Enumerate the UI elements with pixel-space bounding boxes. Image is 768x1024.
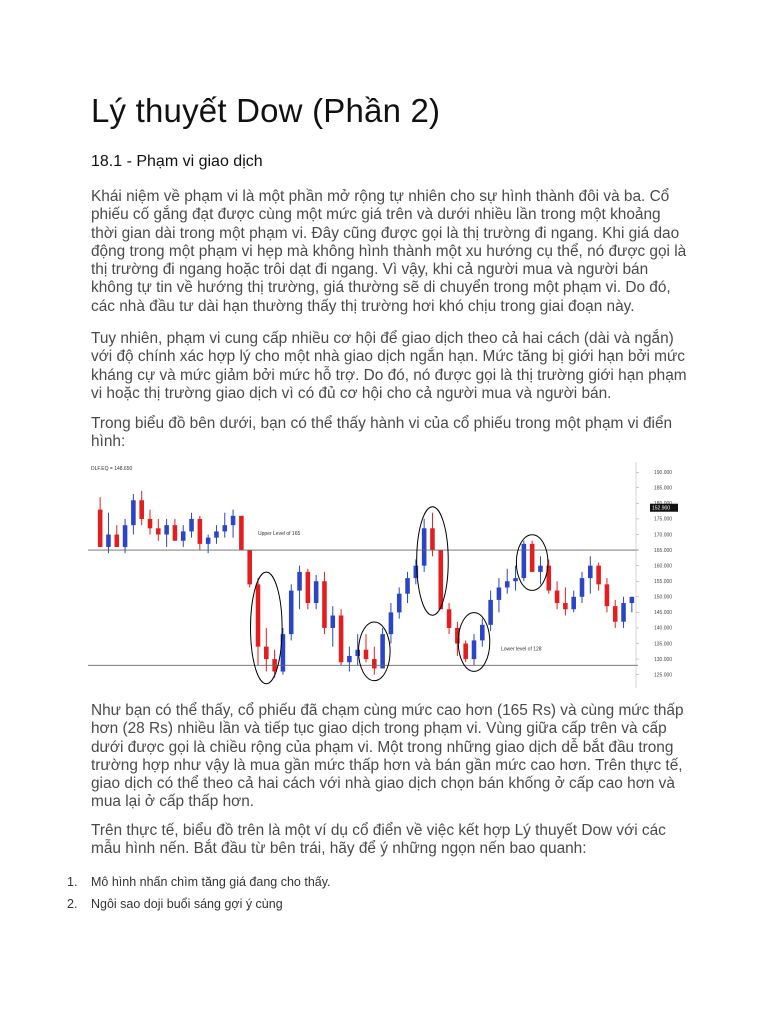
- candle-body: [497, 587, 502, 599]
- candle-body: [621, 603, 626, 622]
- numbered-list: [67, 874, 331, 918]
- candle-body: [189, 519, 194, 531]
- candle-body: [123, 525, 128, 547]
- candle-body: [430, 528, 435, 550]
- candle-body: [247, 550, 252, 584]
- candle-body: [297, 572, 302, 591]
- candle-body: [239, 516, 244, 550]
- candle-body: [513, 578, 518, 581]
- y-tick-label: 135.000: [654, 641, 673, 648]
- candle-body: [530, 544, 535, 572]
- candle-body: [330, 615, 335, 627]
- lower-level-label: Lower level of 128: [501, 646, 542, 653]
- candle-body: [472, 640, 477, 659]
- candle-body: [181, 531, 186, 540]
- candle-body: [339, 615, 344, 662]
- paragraph: Như bạn có thể thấy, cổ phiếu đã chạm cùng mức cao hơn (165 Rs) và cùng mức thấp hơn (28 Rs) nhiều lần và tiếp tục giao dịch trong phạm vi. Vùng giữa cấp trên và cấp dưới được gọi là chiều rộng của phạm vi. Một trong những giao dịch dễ bắt đầu trong trường hợp như vậy là mua gần mức thấp hơn và bán gần mức cao hơn. Trên thực tế, giao dịch có thể theo cả hai cách với nhà giao dịch chọn bán khống ở cấp cao hơn và mua lại ở cấp thấp hơn.: [91, 702, 684, 811]
- y-tick-label: 140.000: [654, 625, 673, 632]
- candle-body: [372, 659, 377, 668]
- candle-body: [397, 594, 402, 613]
- candle-body: [596, 566, 601, 585]
- candlestick-chart: [88, 462, 682, 688]
- candle-body: [114, 535, 119, 547]
- candle-body: [256, 584, 261, 646]
- candle-body: [580, 578, 585, 597]
- candle-body: [355, 650, 360, 656]
- candle-body: [198, 519, 203, 544]
- candle-body: [488, 600, 493, 625]
- candle-body: [380, 634, 385, 668]
- candle-body: [613, 606, 618, 622]
- candle-body: [563, 603, 568, 609]
- candle-body: [264, 647, 269, 659]
- y-tick-label: 160.000: [654, 563, 673, 570]
- candle-body: [347, 656, 352, 662]
- list-item: [67, 896, 331, 912]
- candle-body: [538, 566, 543, 572]
- y-tick-label: 165.000: [654, 547, 673, 554]
- y-tick-label: 150.000: [654, 594, 673, 601]
- upper-level-label: Upper Level of 165: [258, 531, 301, 538]
- candle-body: [98, 510, 103, 547]
- candle-body: [214, 531, 219, 537]
- candle-body: [164, 525, 169, 534]
- candle-body: [389, 612, 394, 634]
- section-heading: 18.1 - Phạm vi giao dịch: [91, 153, 263, 170]
- candle-body: [106, 535, 111, 547]
- candle-body: [306, 572, 311, 603]
- list-item: [67, 874, 331, 890]
- candle-body: [463, 644, 468, 660]
- candle-body: [156, 528, 161, 534]
- candle-body: [131, 500, 136, 525]
- candle-body: [139, 500, 144, 519]
- candle-body: [222, 525, 227, 531]
- candle-body: [555, 591, 560, 603]
- paragraph: Khái niệm về phạm vi là một phần mở rộng tự nhiên cho sự hình thành đôi và ba. Cổ phiếu cố gắng đạt được cùng một mức giá trên và dưới nhiều lần trong một khoảng thời gian dài trong một phạm vi. Đây cũng được gọi là thị trường đi ngang. Khi giá dao động trong một phạm vi hẹp mà không hình thành một xu hướng cụ thể, nó được gọi là thị trường đi ngang hoặc trôi dạt đi ngang. Vì vậy, khi cả người mua và người bán không tự tin về hướng thị trường, giá thường sẽ di chuyển trong một phạm vi. Do đó, các nhà đầu tư dài hạn thường thấy thị trường hơi khó chịu trong giai đoạn này.: [91, 188, 687, 315]
- paragraph: Trên thực tế, biểu đồ trên là một ví dụ cổ điển về việc kết hợp Lý thuyết Dow với các mẫu hình nến. Bắt đầu từ bên trái, hãy để ý những ngọn nến bao quanh:: [91, 822, 666, 858]
- candle-body: [405, 578, 410, 594]
- page-title: Lý thuyết Dow (Phần 2): [91, 92, 441, 129]
- candle-body: [422, 528, 427, 565]
- y-tick-label: 145.000: [654, 610, 673, 617]
- list-number: 2.: [67, 897, 78, 911]
- list-number: 1.: [67, 875, 78, 889]
- y-tick-label: 175.000: [654, 516, 673, 523]
- paragraph: Trong biểu đồ bên dưới, bạn có thể thấy hành vi của cổ phiếu trong một phạm vi điển hình:: [91, 415, 673, 451]
- candle-body: [314, 581, 319, 603]
- candle-body: [522, 544, 527, 578]
- paragraph: Tuy nhiên, phạm vi cung cấp nhiều cơ hội để giao dịch theo cả hai cách (dài và ngắn) với độ chính xác hợp lý cho một nhà giao dịch ngắn hạn. Mức tăng bị giới hạn bởi mức kháng cự và mức giảm bởi mức hỗ trợ. Do đó, nó được gọi là thị trường giới hạn phạm vi hoặc thị trường giao dịch vì có đủ cơ hội cho cả người mua và người bán.: [91, 330, 687, 402]
- list-text: Mô hình nhấn chìm tăng giá đang cho thấy.: [91, 875, 331, 889]
- candle-body: [630, 597, 635, 603]
- candle-body: [588, 566, 593, 578]
- candle-body: [480, 625, 485, 641]
- candle-body: [322, 581, 327, 628]
- candle-body: [148, 519, 153, 528]
- candle-body: [571, 597, 576, 609]
- y-tick-label: 155.000: [654, 579, 673, 586]
- chart-background: [88, 462, 682, 688]
- candle-body: [605, 584, 610, 606]
- candle-body: [289, 591, 294, 635]
- y-tick-label: 185.000: [654, 485, 673, 492]
- candle-body: [447, 609, 452, 628]
- list-text: Ngôi sao doji buổi sáng gợi ý cùng: [91, 897, 283, 911]
- candle-body: [505, 581, 510, 587]
- y-tick-label: 190.000: [654, 470, 673, 477]
- candle-body: [206, 538, 211, 544]
- candle-body: [364, 650, 369, 659]
- candle-body: [438, 550, 443, 609]
- y-tick-label: 125.000: [654, 672, 673, 679]
- price-tag-label: 152.900: [652, 505, 671, 512]
- candle-body: [231, 516, 236, 525]
- y-tick-label: 130.000: [654, 656, 673, 663]
- y-tick-label: 170.000: [654, 532, 673, 539]
- candle-body: [173, 525, 178, 541]
- symbol-label: DLF.EQ = 148.650: [91, 466, 133, 472]
